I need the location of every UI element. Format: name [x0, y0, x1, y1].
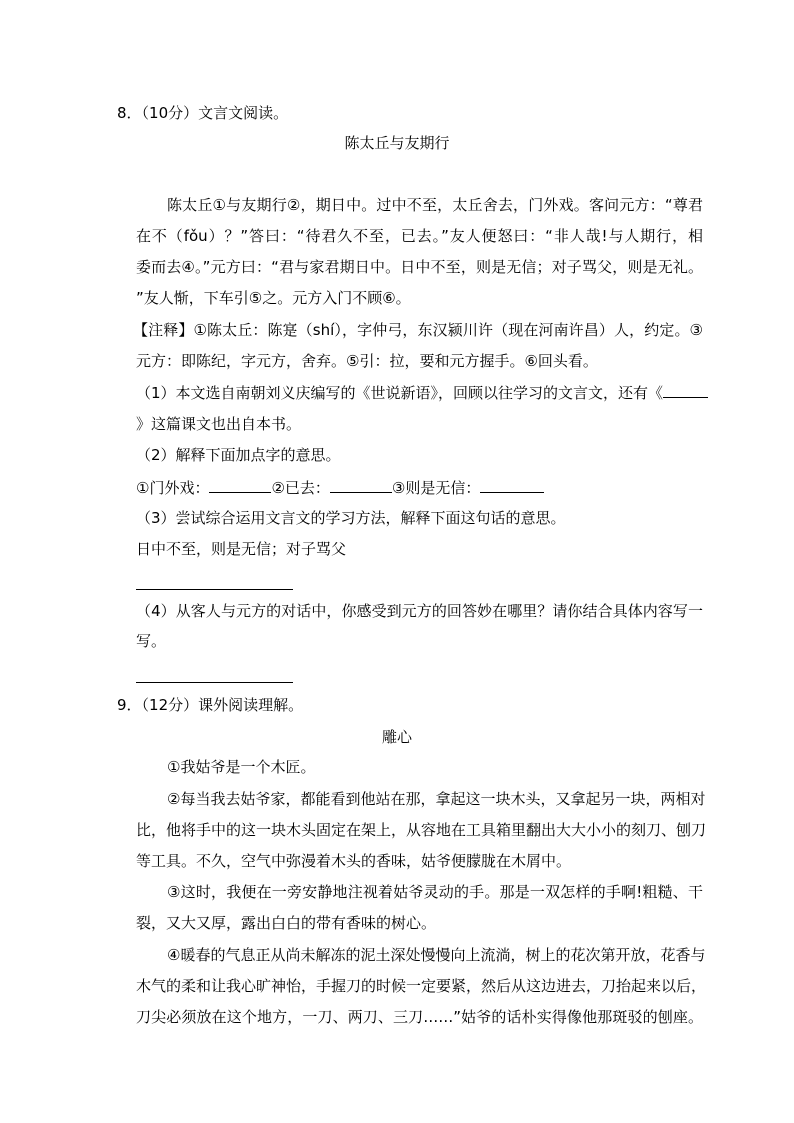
sub-question-3: （3）尝试综合运用文言文的学习方法，解释下面这句话的意思。 [136, 509, 566, 527]
q8-heading: 8．（10分）文言文阅读。 [117, 104, 289, 122]
item-label: ③则是无信： [391, 479, 481, 497]
q9-heading: 9．（12分）课外阅读理解。 [117, 696, 304, 714]
item-label: ①门外戏： [136, 479, 210, 497]
answer-blank[interactable] [330, 478, 392, 493]
passage-line: ”友人惭，下车引⑤之。元方入门不顾⑥。 [136, 289, 411, 307]
sub-question-1 [136, 383, 708, 401]
passage-line: 陈太丘①与友期行②，期日中。过中不至，太丘舍去，门外戏。客问元方：“尊君 [167, 196, 703, 214]
sub-question-4: （4）从客人与元方的对话中，你感受到元方的回答妙在哪里？请你结合具体内容写一 [136, 602, 703, 620]
notes-line: 元方：即陈纪，字元方，舍弃。⑤引：拉，要和元方握手。⑥回头看。 [136, 352, 598, 370]
passage-line: ②每当我去姑爷家，都能看到他站在那，拿起这一块木头，又拿起另一块，两相对 [167, 790, 706, 808]
answer-blank[interactable] [663, 383, 708, 398]
notes-line: 【注释】①陈太丘：陈寔（shí），字仲弓，东汉颍川许（现在河南许昌）人，约定。③ [133, 321, 703, 339]
passage-line: 在不（fǒu）？”答曰：“待君久不至，已去。”友人便怒曰：“非人哉!与人期行，相 [136, 227, 703, 245]
answer-blank[interactable] [480, 478, 544, 493]
passage-line: ③这时，我便在一旁安静地注视着姑爷灵动的手。那是一双怎样的手啊!粗糙、干 [167, 883, 703, 901]
sub-question-3-quote: 日中不至，则是无信；对子骂父 [136, 540, 347, 558]
passage-line: 比，他将手中的这一块木头固定在架上，从容地在工具箱里翻出大大小小的刻刀、刨刀 [136, 821, 707, 839]
q9-passage-title: 雕心 [381, 728, 412, 746]
sub-question-2-items [136, 478, 544, 496]
passage-line: 木气的柔和让我心旷神怡，手握刀的时候一定要紧，然后从这边进去，刀抬起来以后， [136, 977, 707, 995]
answer-line[interactable] [136, 682, 293, 683]
sub-question-1-cont: 》这篇课文也出自本书。 [136, 415, 302, 433]
sub-question-2: （2）解释下面加点字的意思。 [136, 446, 341, 464]
passage-line: 刀尖必须放在这个地方，一刀、两刀、三刀……”姑爷的话朴实得像他那斑驳的刨座。 [136, 1008, 703, 1026]
sub-question-1-text: （1）本文选自南朝刘义庆编写的《世说新语》，回顾以往学习的文言文，还有《 [136, 384, 664, 402]
sub-question-4-cont: 写。 [136, 632, 167, 650]
item-label: ②已去： [271, 479, 330, 497]
q8-passage-title: 陈太丘与友期行 [344, 134, 450, 152]
passage-line: 裂，又大又厚，露出白白的带有香味的树心。 [136, 914, 437, 932]
passage-line: ④暖春的气息正从尚未解冻的泥土深处慢慢向上流淌，树上的花次第开放，花香与 [167, 946, 706, 964]
passage-line: 委而去④。”元方曰：“君与家君期日中。日中不至，则是无信；对子骂父，则是无礼。 [136, 258, 703, 276]
answer-line[interactable] [136, 589, 293, 590]
passage-line: ①我姑爷是一个木匠。 [167, 758, 316, 776]
passage-line: 等工具。不久，空气中弥漫着木头的香味，姑爷便朦胧在木屑中。 [136, 852, 572, 870]
answer-blank[interactable] [209, 478, 271, 493]
